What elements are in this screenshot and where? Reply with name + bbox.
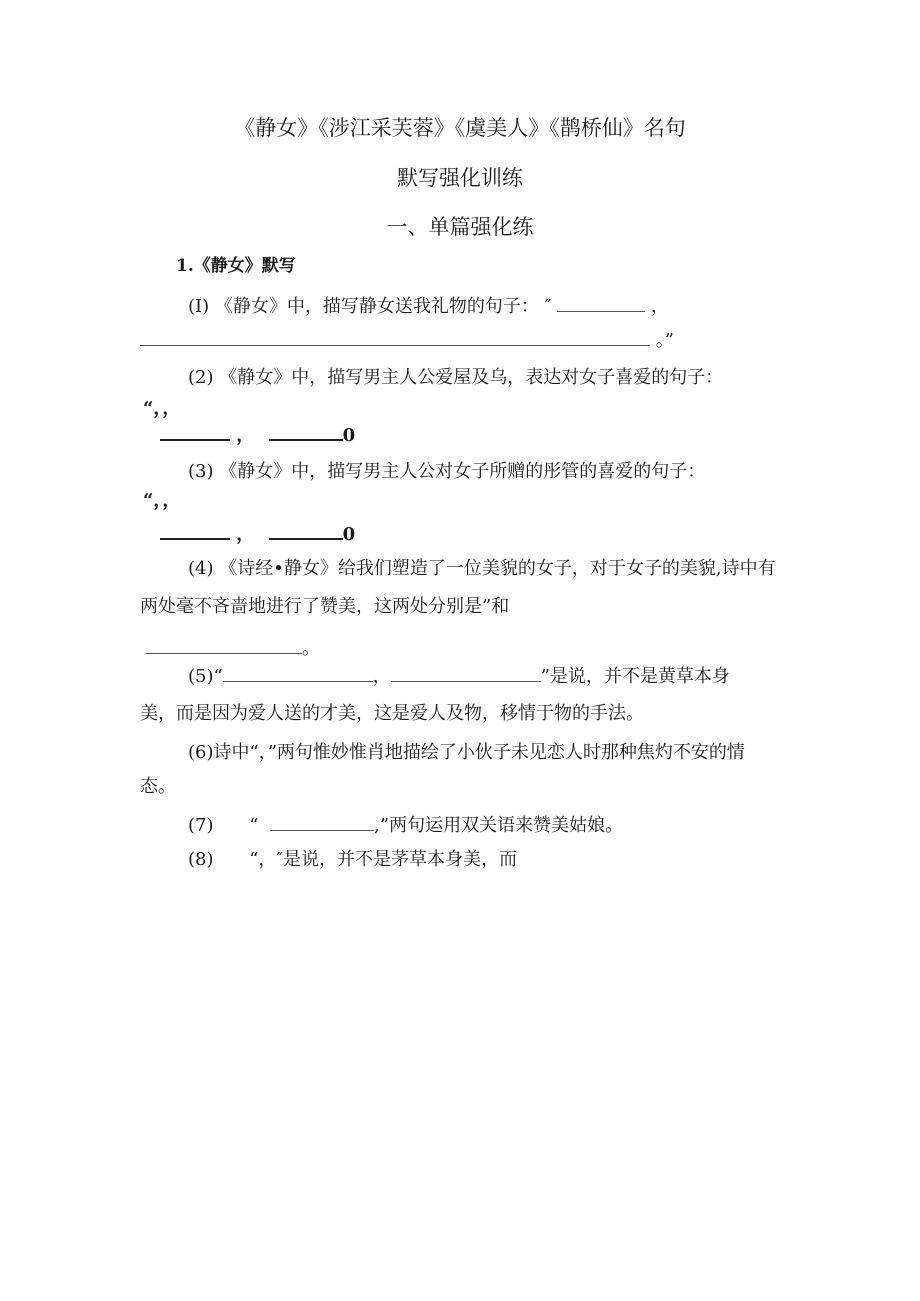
question-1 (188, 293, 669, 319)
question-4-line2: 两处毫不吝啬地进行了赞美，这两处分别是”和 (140, 596, 510, 617)
punctuation: 0 (342, 524, 356, 545)
question-4 (188, 557, 776, 581)
answer-blank[interactable] (269, 421, 343, 441)
punctuation: ， (236, 524, 255, 545)
punctuation: ， (650, 296, 669, 317)
question-5 (188, 663, 730, 689)
quote-mark: “ (213, 666, 223, 687)
quote-marks: “，， (143, 398, 181, 419)
question-number: (4) (188, 558, 214, 579)
question-text: ”是说，并不是黄草本身 (540, 666, 730, 687)
question-number: (2) (188, 367, 214, 388)
part-heading: 1.《静女》默写 (176, 256, 296, 276)
question-6: (6)诗中“，”两句惟妙惟肖地描绘了小伙子未见恋人时那种焦灼不安的情 (188, 742, 745, 763)
document-title-line2: 默写强化训练 (397, 166, 523, 190)
answer-blank[interactable] (269, 520, 343, 540)
answer-blank[interactable] (146, 635, 302, 654)
question-8 (188, 848, 517, 872)
section-heading: 一、单篇强化练 (386, 215, 534, 239)
quote-marks: “，， (143, 490, 181, 511)
quote-mark: “ (249, 815, 259, 836)
question-text: “，″是说，并不是茅草本身美，而 (249, 849, 518, 870)
punctuation: ， (372, 666, 391, 687)
punctuation: ， (236, 425, 255, 446)
question-3 (188, 460, 705, 484)
question-5-line2: 美，而是因为爱人送的才美，这是爱人及物，移情于物的手法。 (140, 703, 644, 724)
punctuation: 。 (302, 638, 320, 659)
question-text: 《静女》中，描写男主人公对女子所赠的彤管的喜爱的句子： (219, 461, 706, 482)
question-number: (I) (188, 296, 210, 317)
answer-blank[interactable] (160, 421, 230, 441)
question-number: (8) (188, 849, 214, 870)
question-text: ,”两句运用双关语来赞美姑娘。 (374, 815, 624, 836)
answer-blank[interactable] (270, 812, 374, 831)
punctuation: 0 (342, 425, 356, 446)
answer-blank[interactable] (223, 663, 373, 682)
question-1-continued (140, 327, 674, 353)
question-6-line2: 态。 (140, 776, 176, 797)
question-7 (188, 812, 623, 838)
answer-blank[interactable] (160, 520, 230, 540)
punctuation: 。” (655, 330, 674, 351)
question-2 (188, 366, 723, 390)
question-text: 《静女》中，描写男主人公爱屋及乌，表达对女子喜爱的句子： (219, 367, 724, 388)
question-2-answers (160, 421, 355, 448)
question-number: (3) (188, 461, 214, 482)
answer-blank[interactable] (140, 327, 650, 346)
answer-blank[interactable] (557, 293, 645, 312)
document-title-line1: 《静女》《涉江采芙蓉》《虞美人》《鹊桥仙》名句 (234, 116, 686, 140)
answer-blank[interactable] (391, 663, 541, 682)
question-number: (5) (188, 666, 214, 687)
question-3-answers (160, 520, 355, 547)
quote-mark: ″ (544, 296, 552, 317)
question-4-answer (146, 635, 320, 661)
question-number: (7) (188, 815, 214, 836)
question-text: 《诗经•静女》给我们塑造了一位美貌的女子，对于女子的美貌,诗中有 (219, 558, 776, 579)
question-text: 《静女》中，描写静女送我礼物的句子： (214, 296, 539, 317)
